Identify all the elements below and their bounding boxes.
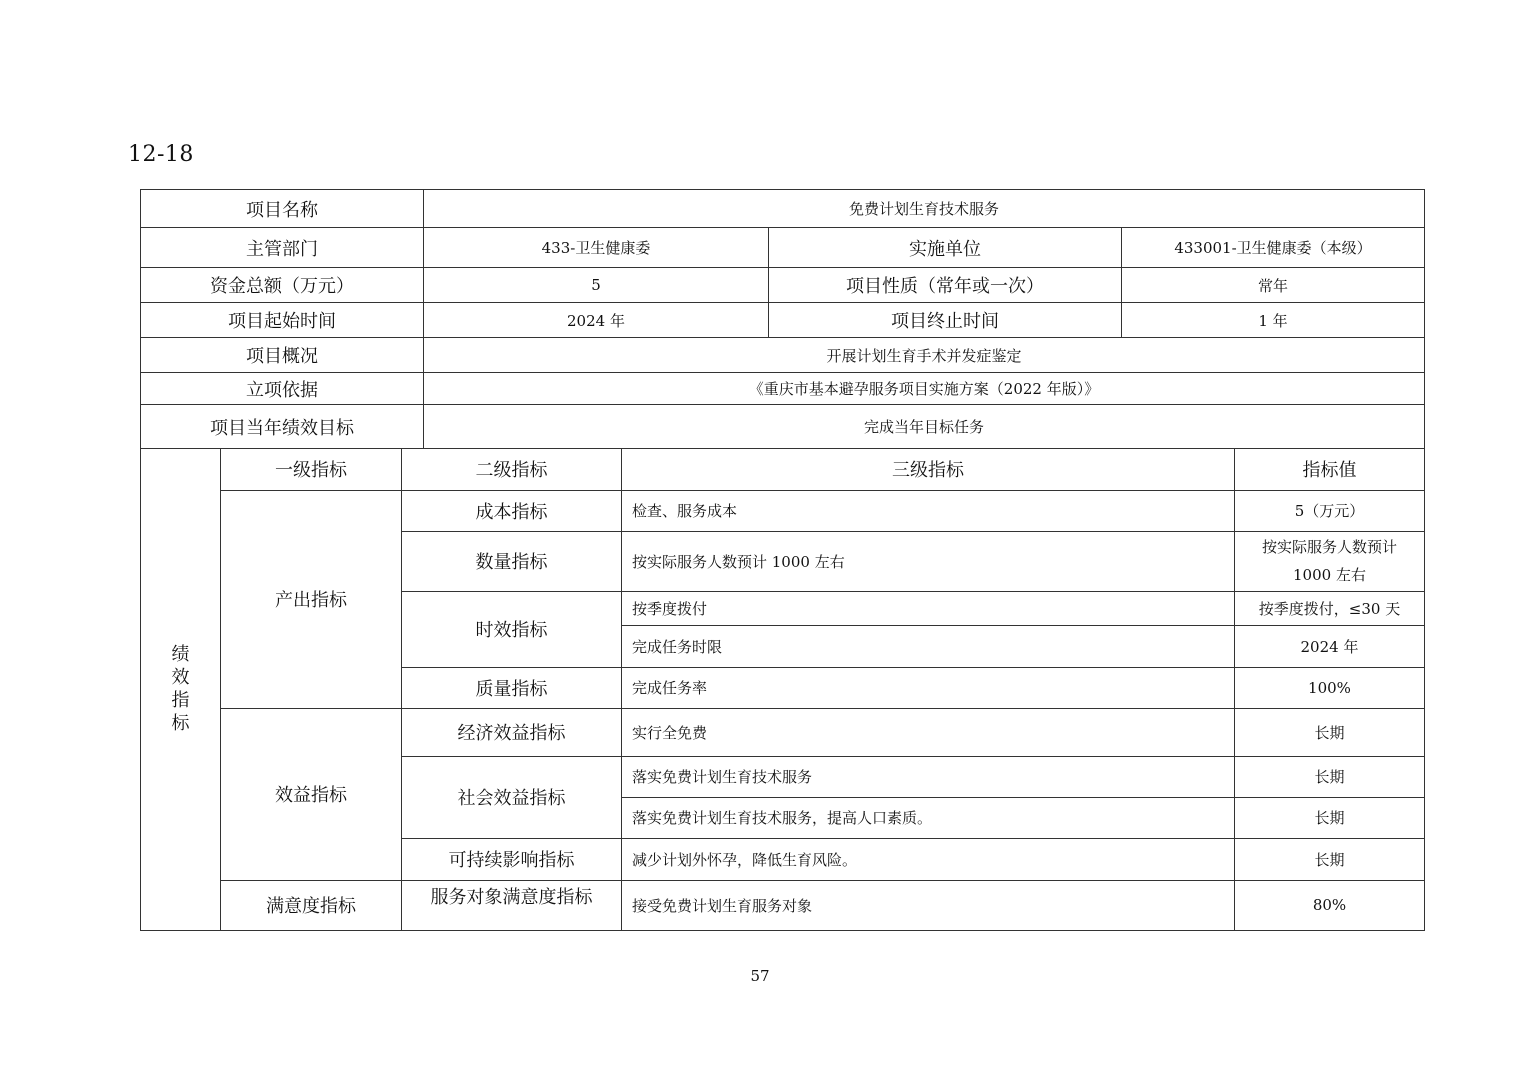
indicator-value: 按季度拨付，≤30 天 <box>1235 591 1425 625</box>
indicator-desc: 完成任务率 <box>622 667 1235 708</box>
indicators-side-label: 绩效指标 <box>141 448 221 930</box>
indicator-value: 长期 <box>1235 838 1425 880</box>
indicator-desc: 落实免费计划生育技术服务 <box>622 756 1235 797</box>
unit-value: 433001-卫生健康委（本级） <box>1122 228 1425 268</box>
indicator-desc: 减少计划外怀孕，降低生育风险。 <box>622 838 1235 880</box>
unit-label: 实施单位 <box>769 228 1122 268</box>
indicator-desc: 完成任务时限 <box>622 625 1235 667</box>
indicator-value-line: 1000 左右 <box>1293 566 1366 584</box>
indicator-desc: 实行全免费 <box>622 708 1235 756</box>
overview-value: 开展计划生育手术并发症鉴定 <box>424 338 1425 373</box>
level2-sustainability: 可持续影响指标 <box>402 838 622 880</box>
nature-label: 项目性质（常年或一次） <box>769 268 1122 303</box>
dept-label: 主管部门 <box>141 228 424 268</box>
level2-quality: 质量指标 <box>402 667 622 708</box>
indicator-value-line: 按实际服务人数预计 <box>1261 538 1397 556</box>
indicator-value: 长期 <box>1235 756 1425 797</box>
level2-social: 社会效益指标 <box>402 756 622 838</box>
indicator-value <box>1235 531 1425 591</box>
basis-value: 《重庆市基本避孕服务项目实施方案（2022 年版）》 <box>424 373 1425 405</box>
level2-service-satisfaction: 服务对象满意度指标 <box>402 880 622 930</box>
level1-benefit: 效益指标 <box>221 708 402 880</box>
project-info-table <box>140 189 1425 449</box>
indicator-desc: 接受免费计划生育服务对象 <box>622 880 1235 930</box>
indicator-value: 长期 <box>1235 708 1425 756</box>
indicator-value: 5（万元） <box>1235 490 1425 531</box>
header-level2: 二级指标 <box>402 448 622 490</box>
project-name-label: 项目名称 <box>141 190 424 228</box>
level2-quantity: 数量指标 <box>402 531 622 591</box>
level1-satisfaction: 满意度指标 <box>221 880 402 930</box>
start-value: 2024 年 <box>424 303 769 338</box>
goal-label: 项目当年绩效目标 <box>141 405 424 449</box>
indicator-value: 2024 年 <box>1235 625 1425 667</box>
level1-output: 产出指标 <box>221 490 402 708</box>
basis-label: 立项依据 <box>141 373 424 405</box>
performance-indicators-table <box>140 448 1425 931</box>
end-label: 项目终止时间 <box>769 303 1122 338</box>
indicator-desc: 按季度拨付 <box>622 591 1235 625</box>
indicator-value: 80% <box>1235 880 1425 930</box>
fund-label: 资金总额（万元） <box>141 268 424 303</box>
overview-label: 项目概况 <box>141 338 424 373</box>
indicator-desc: 检查、服务成本 <box>622 490 1235 531</box>
indicator-value: 100% <box>1235 667 1425 708</box>
header-value: 指标值 <box>1235 448 1425 490</box>
page-number: 57 <box>750 967 770 985</box>
page-identifier: 12-18 <box>128 142 194 167</box>
fund-value: 5 <box>424 268 769 303</box>
goal-value: 完成当年目标任务 <box>424 405 1425 449</box>
indicator-value: 长期 <box>1235 797 1425 838</box>
level2-timeliness: 时效指标 <box>402 591 622 667</box>
start-label: 项目起始时间 <box>141 303 424 338</box>
header-level1: 一级指标 <box>221 448 402 490</box>
project-name-value: 免费计划生育技术服务 <box>424 190 1425 228</box>
indicator-desc: 按实际服务人数预计 1000 左右 <box>622 531 1235 591</box>
dept-value: 433-卫生健康委 <box>424 228 769 268</box>
level2-cost: 成本指标 <box>402 490 622 531</box>
indicator-desc: 落实免费计划生育技术服务，提高人口素质。 <box>622 797 1235 838</box>
end-value: 1 年 <box>1122 303 1425 338</box>
level2-economic: 经济效益指标 <box>402 708 622 756</box>
nature-value: 常年 <box>1122 268 1425 303</box>
header-level3: 三级指标 <box>622 448 1235 490</box>
